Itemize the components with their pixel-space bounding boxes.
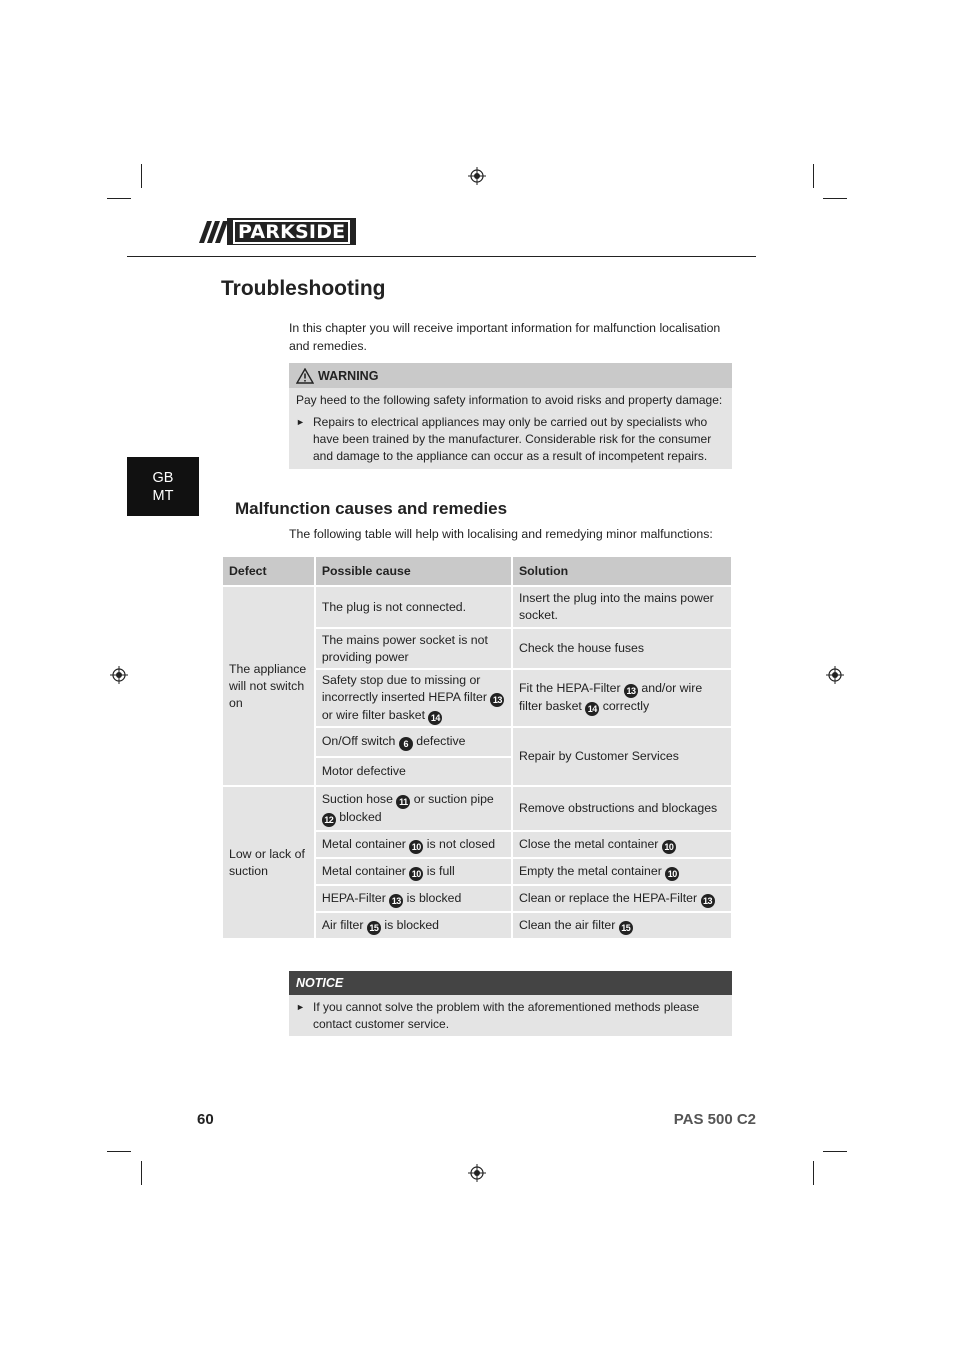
cause-cell <box>315 885 512 912</box>
notice-bullet-text: If you cannot solve the problem with the aforementioned methods please contact customer service. <box>313 1000 700 1031</box>
part-number-badge: 13 <box>490 693 504 707</box>
part-number-badge: 14 <box>585 702 599 716</box>
cause-text: HEPA-Filter <box>321 890 386 905</box>
language-code: MT <box>152 487 174 504</box>
cause-text: Suction hose <box>321 791 393 806</box>
column-header: Solution <box>512 556 732 586</box>
crop-mark <box>813 1161 814 1185</box>
notice-bullet <box>296 999 725 1033</box>
cause-text: is blocked <box>384 917 440 932</box>
solution-cell <box>512 858 732 885</box>
language-code: GB <box>152 469 174 486</box>
notice-body <box>289 995 732 1036</box>
crop-mark <box>141 1161 142 1185</box>
registration-mark-icon <box>468 1164 486 1182</box>
crop-mark <box>823 198 847 199</box>
part-number-badge: 11 <box>396 795 410 809</box>
section-heading: Malfunction causes and remedies <box>235 499 508 518</box>
troubleshooting-table <box>221 555 733 940</box>
column-header: Defect <box>222 556 315 586</box>
warning-header <box>289 363 732 388</box>
solution-cell <box>512 885 732 912</box>
bullet-arrow-icon: ► <box>296 1002 305 1012</box>
registration-mark-icon <box>468 167 486 185</box>
column-header: Possible cause <box>315 556 512 586</box>
warning-label: WARNING <box>318 368 379 383</box>
section-lead: The following table will help with localising and remedying minor malfunctions: <box>289 527 713 541</box>
intro-text: In this chapter you will receive important information for malfunction localisation and remedies. <box>289 321 721 353</box>
part-number-badge: 13 <box>389 894 403 908</box>
cause-cell <box>315 912 512 939</box>
part-number-badge: 10 <box>665 867 679 881</box>
page-title: Troubleshooting <box>221 277 386 300</box>
cause-cell <box>315 727 512 757</box>
cause-text: is full <box>426 863 455 878</box>
solution-text: Clean or replace the HEPA-Filter <box>518 890 698 905</box>
cause-cell <box>315 858 512 885</box>
cause-text: On/Off switch <box>321 734 396 748</box>
cause-text: blocked <box>339 809 382 824</box>
registration-mark-icon <box>110 666 128 684</box>
warning-triangle-icon <box>296 368 314 384</box>
warning-bullet <box>296 414 725 465</box>
cause-cell <box>315 831 512 858</box>
cause-cell <box>315 786 512 831</box>
part-number-badge: 10 <box>409 867 423 881</box>
cause-text: is blocked <box>406 890 462 905</box>
warning-text: Pay heed to the following safety information to avoid risks and property damage: <box>296 393 723 407</box>
registration-mark-icon <box>826 666 844 684</box>
warning-box <box>289 363 732 469</box>
solution-cell: Check the house fuses <box>512 628 732 669</box>
cause-text: is not closed <box>426 836 496 851</box>
logo-wordmark <box>227 218 356 245</box>
table-row <box>222 786 732 831</box>
part-number-badge: 12 <box>322 813 336 827</box>
part-number-badge: 10 <box>662 840 676 854</box>
solution-text: Clean the air filter <box>518 917 616 932</box>
cause-cell: The mains power socket is not providing power <box>315 628 512 669</box>
solution-text: Fit the HEPA-Filter <box>518 681 621 695</box>
cause-text: Safety stop due to missing or incorrectly inserted HEPA filter <box>321 672 487 704</box>
solution-cell: Repair by Customer Services <box>512 727 732 786</box>
cause-text: Metal container <box>321 863 406 878</box>
logo-stripes <box>197 218 227 245</box>
cause-cell: Motor defective <box>315 757 512 786</box>
solution-cell: Insert the plug into the mains power socket. <box>512 586 732 628</box>
solution-cell <box>512 912 732 939</box>
crop-mark <box>107 198 131 199</box>
cause-cell: The plug is not connected. <box>315 586 512 628</box>
notice-header <box>289 971 732 995</box>
part-number-badge: 6 <box>399 737 413 751</box>
notice-box <box>289 971 732 1036</box>
solution-text: and/or wire filter basket <box>518 681 703 713</box>
table-row <box>222 586 732 628</box>
crop-mark <box>141 164 142 188</box>
cause-text: Air filter <box>321 917 364 932</box>
defect-cell: The appliance will not switch on <box>222 586 315 786</box>
model-name: PAS 500 C2 <box>673 1111 756 1128</box>
solution-text: correctly <box>602 699 650 713</box>
part-number-badge: 14 <box>428 711 442 725</box>
part-number-badge: 15 <box>619 921 633 935</box>
cause-text: or wire filter basket <box>321 707 426 722</box>
logo-text: PARKSIDE <box>233 220 350 244</box>
part-number-badge: 13 <box>701 894 715 908</box>
part-number-badge: 13 <box>624 684 638 698</box>
notice-label: NOTICE <box>296 976 344 990</box>
defect-cell: Low or lack of suction <box>222 786 315 939</box>
cause-text: Metal container <box>321 836 406 851</box>
warning-bullet-text: Repairs to electrical appliances may only be carried out by specialists who have been trained by the manufacturer. Considerable risk for the consumer and damage to the appliance can occur as a result of incompetent repairs. <box>313 415 712 463</box>
crop-mark <box>107 1151 131 1152</box>
bullet-arrow-icon: ► <box>296 417 305 427</box>
cause-text: defective <box>416 734 466 748</box>
solution-text: Close the metal container <box>518 836 659 851</box>
table-header-row <box>222 556 732 586</box>
page-number: 60 <box>197 1111 214 1128</box>
solution-cell <box>512 669 732 727</box>
part-number-badge: 10 <box>409 840 423 854</box>
part-number-badge: 15 <box>367 921 381 935</box>
language-tab <box>127 457 199 516</box>
cause-text: or suction pipe <box>413 791 494 806</box>
solution-cell: Remove obstructions and blockages <box>512 786 732 831</box>
warning-body <box>289 388 732 469</box>
crop-mark <box>823 1151 847 1152</box>
cause-cell <box>315 669 512 727</box>
solution-text: Empty the metal container <box>518 863 662 878</box>
header-rule <box>127 256 756 257</box>
solution-cell <box>512 831 732 858</box>
brand-logo <box>197 218 360 245</box>
crop-mark <box>813 164 814 188</box>
